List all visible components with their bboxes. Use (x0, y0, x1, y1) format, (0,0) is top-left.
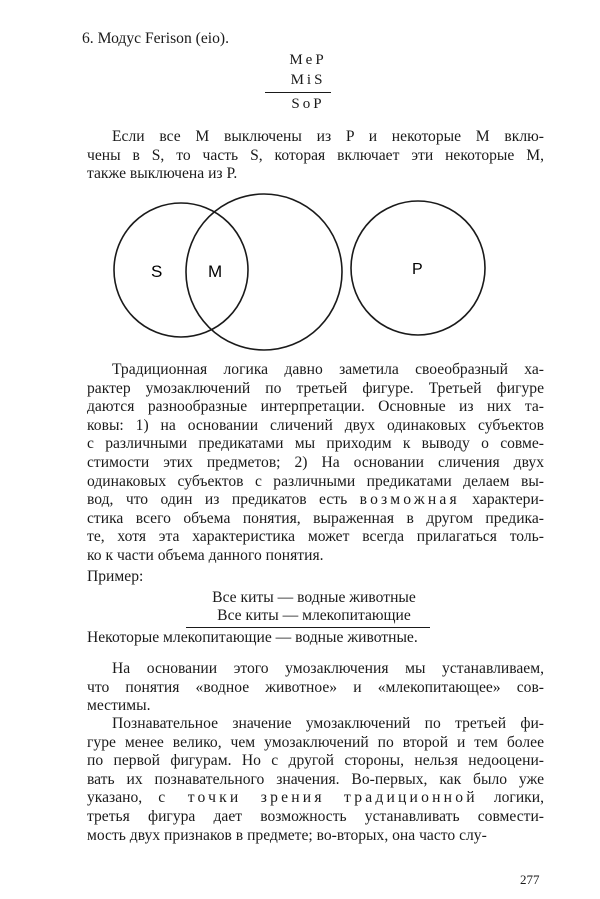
text-segment: по первой фигурам. Но с другой стороны, нельзя недооцени- (87, 752, 544, 770)
label-m: M (208, 262, 223, 281)
text-line (87, 808, 544, 826)
text-segment: третья фигура дает возможность устанавливать совмести- (87, 808, 544, 825)
text-line (87, 380, 544, 398)
example-premise-1: Все киты — водные животные (212, 589, 416, 606)
text-segment: те, хотя эта характеристика может всегда прилагаться толь- (87, 528, 544, 546)
text-line (87, 734, 544, 752)
text-segment: ко к части объема данного понятия. (87, 547, 324, 564)
text-segment: гуре менее велико, чем умозаключений по второй и тем более (87, 733, 544, 751)
text-segment: мость двух признаков в предмете; во-вторых, она часто слу- (87, 826, 487, 844)
text-segment: вать их познавательного значения. Во-первых, как было уже (87, 770, 544, 788)
text-line (87, 547, 544, 565)
example-premise-2: Все киты — млекопитающие (217, 607, 411, 624)
euler-diagram (0, 0, 600, 360)
example-conclusion: Некоторые млекопитающие — водные животные. (87, 629, 418, 646)
heading: 6. Модус Ferison (eio). (82, 30, 229, 47)
text-segment: стика всего объема понятия, выраженная в другом предика- (87, 509, 544, 527)
page-number: 277 (520, 872, 540, 887)
text-line (87, 454, 544, 472)
circle-s (114, 203, 248, 337)
text-segment: ковы: 1) на основании сличений двух одинаковых субъектов (87, 416, 544, 434)
label-s: S (151, 262, 163, 281)
text-segment: Если все M выключены из P и некоторые M вклю- (112, 128, 544, 145)
text-line (87, 752, 544, 770)
text-line (87, 528, 544, 546)
text-segment: рактер умозаключений по третьей фигуре. Третьей фигуре (87, 379, 544, 397)
text-line (87, 697, 544, 715)
text-line (87, 491, 544, 509)
text-segment: На основании этого умозаключения мы устанавливаем, (112, 660, 544, 677)
text-line (112, 660, 544, 678)
emphasized-text: с точки зрения традиционной (158, 789, 478, 807)
text-line (112, 715, 544, 733)
text-segment: логики, (477, 789, 544, 807)
syllogism-minor-premise: MiS (290, 72, 326, 88)
example-label: Пример: (87, 568, 144, 585)
text-segment: с различными предикатами мы приходим к выводу о совме- (87, 435, 544, 453)
text-segment: даются разнообразные интерпретации. Основные из них та- (87, 398, 544, 416)
text-line (87, 771, 544, 789)
text-segment: одинаковых субъектов с различными предикатами делаем вы- (87, 472, 544, 490)
text-segment: что понятия «водное животное» и «млекопитающее» сов- (87, 678, 544, 696)
text-line (112, 361, 544, 379)
text-segment: вод, что один из предикатов есть (87, 491, 360, 509)
text-segment: чены в S, то часть S, которая включает эти некоторые M, (87, 146, 544, 164)
emphasized-text: возможная (359, 491, 460, 509)
text-segment: характери- (459, 491, 544, 509)
syllogism-major-premise: MeP (289, 52, 327, 68)
text-line (87, 417, 544, 435)
text-segment: указано, (87, 789, 159, 807)
text-line (87, 398, 544, 416)
text-line (87, 789, 544, 807)
text-segment: Познавательное значение умозаключений по третьей фи- (112, 715, 544, 732)
text-line (87, 473, 544, 491)
text-segment: местимы. (87, 697, 151, 714)
text-segment: также выключена из P. (87, 165, 238, 182)
text-line (87, 679, 544, 697)
text-segment: стимости этих предметов; 2) На основании сличения двух (87, 454, 544, 471)
label-p: P (412, 261, 423, 278)
syllogism-conclusion: SoP (291, 96, 325, 112)
text-line (87, 827, 544, 845)
text-segment: Традиционная логика давно заметила своеобразный ха- (112, 361, 544, 378)
text-line (87, 510, 544, 528)
text-line (87, 435, 544, 453)
